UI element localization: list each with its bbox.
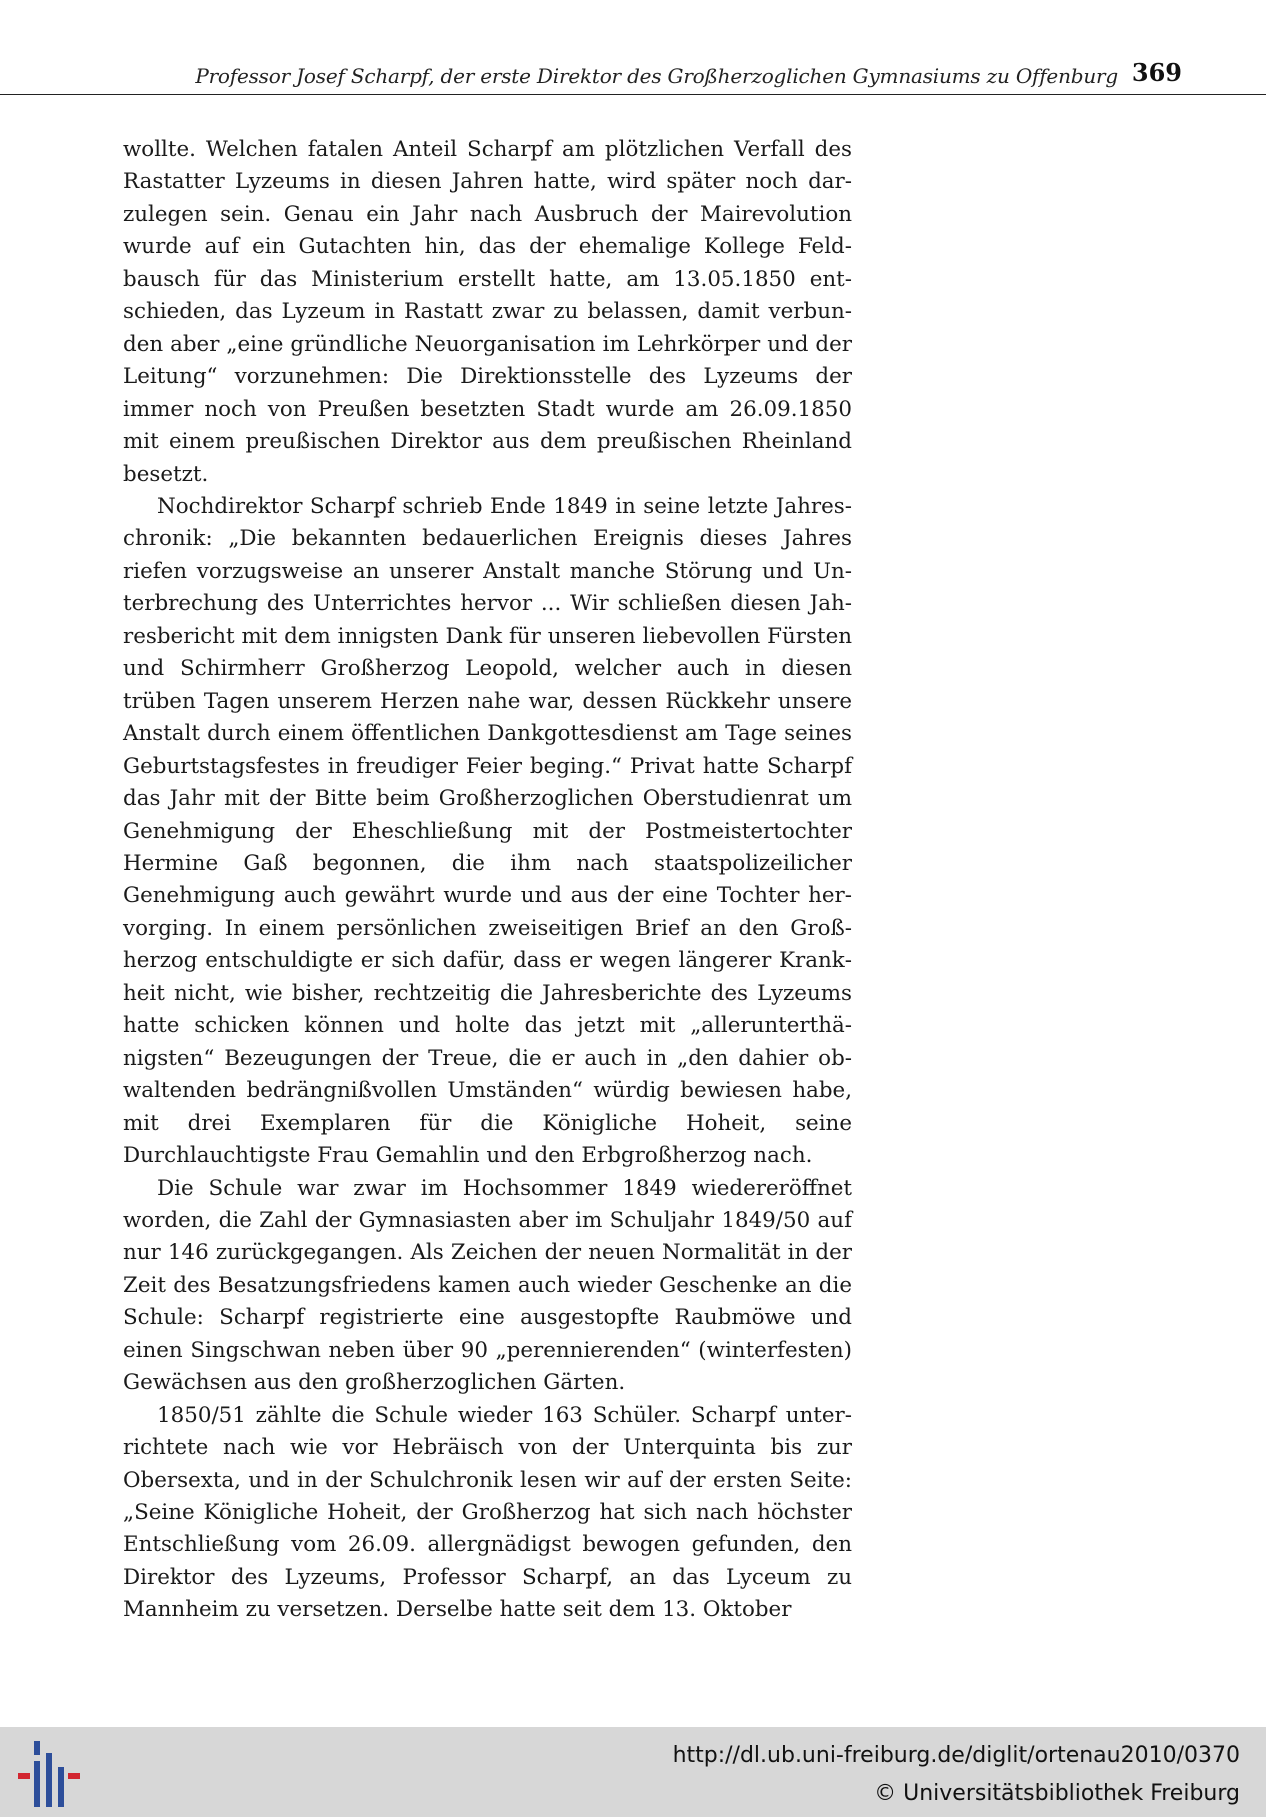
footer-copyright: © Universitätsbibliothek Freiburg — [874, 1781, 1240, 1806]
footer-bar — [0, 1727, 1266, 1817]
running-title: Professor Josef Scharpf, der erste Direktor des Großherzoglichen Gymnasiums zu Offenburg — [195, 64, 1118, 88]
paragraph: Nochdirektor Scharpf schrieb Ende 1849 in seine letzte Jahreschronik: „Die bekannten bedauerlichen Ereignis dieses Jahres riefen vorzugsweise an unserer Anstalt manche Störung und Unterbrechung des Unterrichtes hervor ... Wir schließen diesen Jahresbericht mit dem innigsten Dank für unseren liebevollen Fürsten und Schirmherr Großherzog Leopold, welcher auch in diesen trüben Tagen unserem Herzen nahe war, dessen Rückkehr unsere Anstalt durch einem öffentlichen Dankgottesdienst am Tage seines Geburtstagsfestes in freudiger Feier beging.“ Privat hatte Scharpf das Jahr mit der Bitte beim Großherzoglichen Oberstudienrat um Genehmigung der Eheschließung mit der Postmeistertochter Hermine Gaß begonnen, die ihm nach staatspolizeilicher Genehmigung auch gewährt wurde und aus der eine Tochter hervorging. In einem persönlichen zweiseitigen Brief an den Großherzog entschuldigte er sich dafür, dass er wegen längerer Krankheit nicht, wie bisher, rechtzeitig die Jahresberichte des Lyzeums hatte schicken können und holte das jetzt mit „allerunterthänigsten“ Bezeugungen der Treue, die er auch in „den dahier obwaltenden bedrängnißvollen Umständen“ würdig bewiesen habe, mit drei Exemplaren für die Königliche Hoheit, seine Durchlauchtigste Frau Gemahlin und den Erbgroßherzog nach. — [123, 493, 852, 1169]
footer-url-link[interactable]: http://dl.ub.uni-freiburg.de/diglit/ortenau2010/0370 — [672, 1743, 1240, 1768]
page-number: 369 — [1131, 58, 1182, 87]
paragraph: wollte. Welchen fatalen Anteil Scharpf am plötzlichen Verfall des Rastatter Lyzeums in diesen Jahren hatte, wird später noch darzulegen sein. Genau ein Jahr nach Ausbruch der Mairevolution wurde auf ein Gutachten hin, das der ehemalige Kollege Feldbausch für das Ministerium erstellt hatte, am 13.05.1850 entschieden, das Lyzeum in Rastatt zwar zu belassen, damit verbunden aber „eine gründliche Neuorganisation im Lehrkörper und der Leitung“ vorzunehmen: Die Direktionsstelle des Lyzeums der immer noch von Preußen besetzten Stadt wurde am 26.09.1850 mit einem preußischen Direktor aus dem preußischen Rheinland besetzt. — [123, 137, 852, 487]
paragraph: Die Schule war zwar im Hochsommer 1849 wiedereröffnet worden, die Zahl der Gymnasiasten aber im Schuljahr 1849/50 auf nur 146 zurückgegangen. Als Zeichen der neuen Normalität in der Zeit des Besatzungsfriedens kamen auch wieder Geschenke an die Schule: Scharpf registrierte eine ausgestopfte Raubmöwe und einen Singschwan neben über 90 „perennierenden“ (winterfesten) Gewächsen aus den großherzoglichen Gärten. — [123, 1175, 852, 1396]
paragraph: 1850/51 zählte die Schule wieder 163 Schüler. Scharpf unterrichtete nach wie vor Hebräisch von der Unterquinta bis zur Obersexta, und in der Schulchronik lesen wir auf der ersten Seite: „Seine Königliche Hoheit, der Großherzog hat sich nach höchster Entschließung vom 26.09. allergnädigst bewogen gefunden, den Direktor des Lyzeums, Professor Scharpf, an das Lyceum zu Mannheim zu versetzen. Derselbe hatte seit dem 13. Oktober — [123, 1402, 852, 1623]
ub-freiburg-logo-icon — [16, 1739, 82, 1809]
body-text — [123, 134, 852, 1627]
page-header — [0, 56, 1266, 95]
